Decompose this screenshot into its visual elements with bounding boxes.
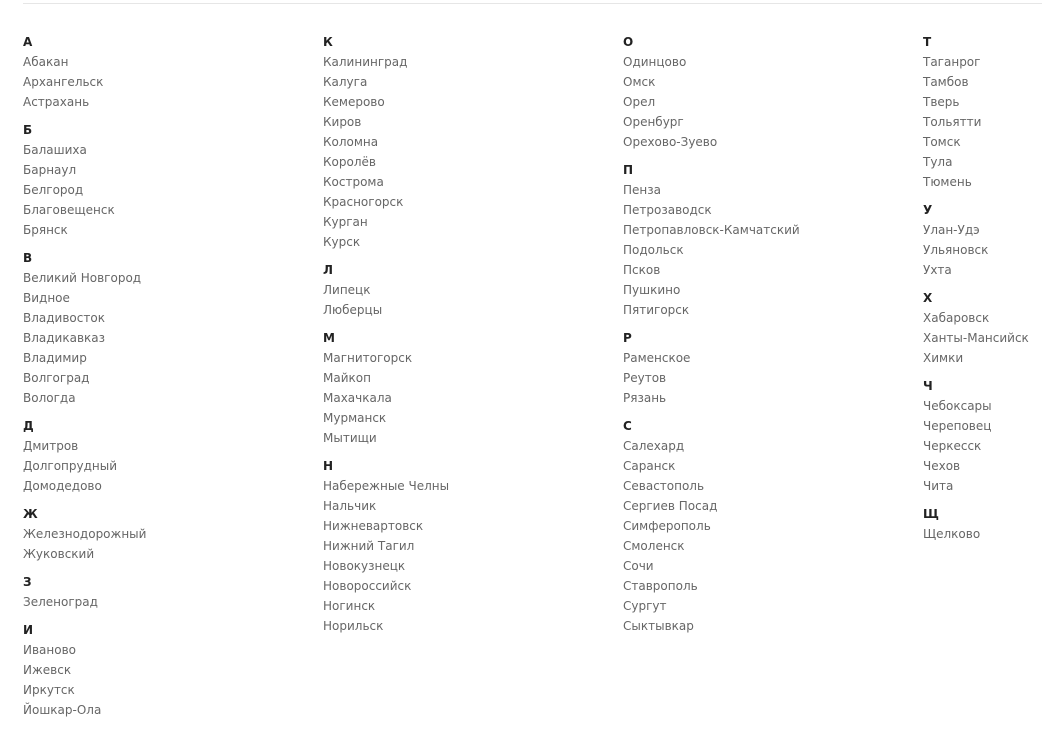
list-item (923, 220, 1042, 240)
list-item (323, 280, 623, 300)
city-column (623, 32, 923, 728)
list-item (23, 160, 323, 180)
list-item (623, 516, 923, 536)
city-list (923, 308, 1042, 368)
city-link[interactable]: Коломна (323, 135, 379, 149)
city-link[interactable]: Чита (923, 479, 954, 493)
letter-group (623, 328, 923, 408)
list-item (923, 476, 1042, 496)
list-item (23, 476, 323, 496)
letter-group (923, 200, 1042, 280)
city-link[interactable]: Пятигорск (623, 303, 690, 317)
letter-heading: Р (623, 331, 632, 345)
letter-group (323, 260, 623, 320)
letter-group (23, 120, 323, 240)
letter-group (923, 504, 1042, 544)
list-item (323, 212, 623, 232)
list-item (323, 388, 623, 408)
list-item (323, 300, 623, 320)
city-link[interactable]: Чебоксары (923, 399, 992, 413)
city-link[interactable]: Зеленоград (23, 595, 98, 609)
list-item (323, 52, 623, 72)
list-item (923, 152, 1042, 172)
city-link[interactable]: Щелково (923, 527, 981, 541)
list-item (23, 660, 323, 680)
list-item (623, 556, 923, 576)
city-index (23, 32, 1042, 728)
city-link[interactable]: Саранск (623, 459, 676, 473)
city-list (323, 476, 623, 636)
city-link[interactable]: Владикавказ (23, 331, 106, 345)
city-list (923, 396, 1042, 496)
city-list (23, 140, 323, 240)
list-item (23, 680, 323, 700)
list-item (623, 132, 923, 152)
list-item (23, 72, 323, 92)
city-link[interactable]: Видное (23, 291, 70, 305)
letter-group (23, 32, 323, 112)
letter-group (623, 32, 923, 152)
letter-heading: Н (323, 459, 334, 473)
city-link[interactable]: Астрахань (23, 95, 90, 109)
city-link[interactable]: Ногинск (323, 599, 376, 613)
city-link[interactable]: Жуковский (23, 547, 95, 561)
list-item (323, 368, 623, 388)
letter-heading: Д (23, 419, 34, 433)
list-item (623, 220, 923, 240)
letter-group (623, 160, 923, 320)
city-link[interactable]: Липецк (323, 283, 371, 297)
list-item (923, 240, 1042, 260)
city-link[interactable]: Магнитогорск (323, 351, 413, 365)
list-item (323, 428, 623, 448)
city-link[interactable]: Мытищи (323, 431, 377, 445)
list-item (623, 436, 923, 456)
letter-heading: Х (923, 291, 933, 305)
city-link[interactable]: Орел (623, 95, 656, 109)
city-link[interactable]: Калининград (323, 55, 408, 69)
city-link[interactable]: Пушкино (623, 283, 681, 297)
city-link[interactable]: Барнаул (23, 163, 77, 177)
list-item (623, 368, 923, 388)
city-list (323, 52, 623, 252)
list-item (23, 368, 323, 388)
letter-group (23, 248, 323, 408)
list-item (323, 348, 623, 368)
letter-group (23, 572, 323, 612)
city-link[interactable]: Владимир (23, 351, 87, 365)
city-link[interactable]: Нижний Тагил (323, 539, 415, 553)
letter-heading: П (623, 163, 634, 177)
letter-group (323, 456, 623, 636)
city-list (923, 52, 1042, 192)
list-item (323, 516, 623, 536)
letter-group (23, 620, 323, 720)
city-list (23, 268, 323, 408)
top-divider (23, 3, 1042, 4)
letter-group (323, 32, 623, 252)
city-link[interactable]: Орехово-Зуево (623, 135, 718, 149)
letter-heading: Ч (923, 379, 933, 393)
list-item (923, 52, 1042, 72)
city-link[interactable]: Новокузнецк (323, 559, 406, 573)
list-item (323, 616, 623, 636)
city-link[interactable]: Тюмень (923, 175, 972, 189)
list-item (23, 700, 323, 720)
city-link[interactable]: Смоленск (623, 539, 685, 553)
city-link[interactable]: Красногорск (323, 195, 404, 209)
city-link[interactable]: Пенза (623, 183, 661, 197)
city-list (23, 592, 323, 612)
list-item (923, 308, 1042, 328)
list-item (623, 260, 923, 280)
city-link[interactable]: Реутов (623, 371, 667, 385)
list-item (623, 348, 923, 368)
city-link[interactable]: Владивосток (23, 311, 105, 325)
city-link[interactable]: Нальчик (323, 499, 377, 513)
letter-heading: Б (23, 123, 33, 137)
list-item (923, 112, 1042, 132)
city-link[interactable]: Абакан (23, 55, 69, 69)
list-item (323, 192, 623, 212)
city-link[interactable]: Петрозаводск (623, 203, 712, 217)
list-item (323, 476, 623, 496)
letter-heading: С (623, 419, 632, 433)
city-link[interactable]: Долгопрудный (23, 459, 118, 473)
letter-heading: О (623, 35, 634, 49)
city-link[interactable]: Ижевск (23, 663, 72, 677)
list-item (623, 200, 923, 220)
city-list (623, 436, 923, 636)
list-item (323, 152, 623, 172)
city-link[interactable]: Майкоп (323, 371, 371, 385)
letter-heading: М (323, 331, 335, 345)
city-link[interactable]: Йошкар-Ола (23, 703, 102, 717)
list-item (623, 456, 923, 476)
list-item (23, 388, 323, 408)
city-link[interactable]: Киров (323, 115, 362, 129)
city-link[interactable]: Архангельск (23, 75, 104, 89)
list-item (923, 172, 1042, 192)
list-item (323, 576, 623, 596)
letter-group (923, 376, 1042, 496)
city-link[interactable]: Салехард (623, 439, 685, 453)
letter-heading: Щ (923, 507, 939, 521)
city-link[interactable]: Домодедово (23, 479, 102, 493)
list-item (323, 172, 623, 192)
list-item (923, 328, 1042, 348)
list-item (323, 232, 623, 252)
letter-heading: К (323, 35, 333, 49)
city-link[interactable]: Ханты-Мансийск (923, 331, 1029, 345)
city-link[interactable]: Севастополь (623, 479, 705, 493)
list-item (623, 476, 923, 496)
city-link[interactable]: Подольск (623, 243, 684, 257)
city-list (323, 348, 623, 448)
letter-group (923, 288, 1042, 368)
city-link[interactable]: Брянск (23, 223, 68, 237)
city-link[interactable]: Нижневартовск (323, 519, 424, 533)
letter-group (23, 416, 323, 496)
letter-heading: Т (923, 35, 932, 49)
city-link[interactable]: Улан-Удэ (923, 223, 980, 237)
city-link[interactable]: Великий Новгород (23, 271, 142, 285)
list-item (23, 640, 323, 660)
city-link[interactable]: Люберцы (323, 303, 383, 317)
list-item (923, 416, 1042, 436)
city-link[interactable]: Одинцово (623, 55, 687, 69)
city-link[interactable]: Курск (323, 235, 361, 249)
letter-heading: Ж (23, 507, 38, 521)
city-link[interactable]: Рязань (623, 391, 667, 405)
city-link[interactable]: Ульяновск (923, 243, 989, 257)
city-link[interactable]: Оренбург (623, 115, 684, 129)
city-link[interactable]: Иркутск (23, 683, 75, 697)
list-item (923, 524, 1042, 544)
list-item (623, 72, 923, 92)
city-link[interactable]: Сочи (623, 559, 654, 573)
city-link[interactable]: Махачкала (323, 391, 392, 405)
city-link[interactable]: Мурманск (323, 411, 387, 425)
list-item (323, 536, 623, 556)
letter-heading: И (23, 623, 34, 637)
city-link[interactable]: Тверь (923, 95, 960, 109)
list-item (923, 92, 1042, 112)
list-item (323, 556, 623, 576)
city-link[interactable]: Сургут (623, 599, 667, 613)
list-item (923, 260, 1042, 280)
city-link[interactable]: Тамбов (923, 75, 969, 89)
list-item (923, 132, 1042, 152)
city-link[interactable]: Омск (623, 75, 656, 89)
list-item (23, 308, 323, 328)
list-item (623, 616, 923, 636)
city-link[interactable]: Кемерово (323, 95, 385, 109)
list-item (923, 72, 1042, 92)
city-link[interactable]: Томск (923, 135, 961, 149)
list-item (323, 92, 623, 112)
city-column (923, 32, 1042, 728)
list-item (623, 300, 923, 320)
city-link[interactable]: Калуга (323, 75, 368, 89)
letter-group (323, 328, 623, 448)
city-link[interactable]: Сергиев Посад (623, 499, 718, 513)
list-item (623, 52, 923, 72)
list-item (623, 280, 923, 300)
city-link[interactable]: Балашиха (23, 143, 87, 157)
city-link[interactable]: Симферополь (623, 519, 711, 533)
city-link[interactable]: Волгоград (23, 371, 90, 385)
list-item (23, 456, 323, 476)
city-link[interactable]: Химки (923, 351, 964, 365)
city-list (923, 524, 1042, 544)
list-item (623, 92, 923, 112)
list-item (23, 180, 323, 200)
city-list (323, 280, 623, 320)
city-link[interactable]: Белгород (23, 183, 84, 197)
city-link[interactable]: Норильск (323, 619, 384, 633)
letter-group (923, 32, 1042, 192)
list-item (23, 524, 323, 544)
city-link[interactable]: Курган (323, 215, 368, 229)
city-list (923, 220, 1042, 280)
list-item (623, 180, 923, 200)
city-column (23, 32, 323, 728)
list-item (323, 112, 623, 132)
list-item (323, 132, 623, 152)
list-item (23, 328, 323, 348)
list-item (623, 240, 923, 260)
city-list (623, 52, 923, 152)
list-item (623, 596, 923, 616)
list-item (623, 576, 923, 596)
city-link[interactable]: Железнодорожный (23, 527, 147, 541)
city-link[interactable]: Набережные Челны (323, 479, 450, 493)
list-item (23, 200, 323, 220)
city-list (623, 348, 923, 408)
letter-heading: Л (323, 263, 333, 277)
list-item (923, 456, 1042, 476)
list-item (23, 436, 323, 456)
city-list (23, 524, 323, 564)
city-link[interactable]: Таганрог (923, 55, 981, 69)
city-link[interactable]: Кострома (323, 175, 384, 189)
list-item (623, 112, 923, 132)
city-link[interactable]: Ставрополь (623, 579, 698, 593)
letter-heading: З (23, 575, 32, 589)
list-item (623, 388, 923, 408)
city-column (323, 32, 623, 728)
city-link[interactable]: Хабаровск (923, 311, 990, 325)
list-item (23, 268, 323, 288)
list-item (323, 496, 623, 516)
city-link[interactable]: Чехов (923, 459, 961, 473)
city-link[interactable]: Ухта (923, 263, 952, 277)
city-link[interactable]: Королёв (323, 155, 376, 169)
city-link[interactable]: Иваново (23, 643, 77, 657)
list-item (23, 288, 323, 308)
city-list (23, 52, 323, 112)
list-item (623, 496, 923, 516)
list-item (23, 140, 323, 160)
letter-group (623, 416, 923, 636)
city-link[interactable]: Дмитров (23, 439, 79, 453)
city-link[interactable]: Петропавловск-Камчатский (623, 223, 800, 237)
list-item (323, 596, 623, 616)
city-link[interactable]: Сыктывкар (623, 619, 694, 633)
list-item (23, 544, 323, 564)
list-item (923, 396, 1042, 416)
letter-heading: А (23, 35, 33, 49)
city-link[interactable]: Череповец (923, 419, 992, 433)
city-link[interactable]: Новороссийск (323, 579, 412, 593)
city-link[interactable]: Вологда (23, 391, 76, 405)
letter-heading: У (923, 203, 933, 217)
list-item (623, 536, 923, 556)
list-item (323, 72, 623, 92)
list-item (23, 592, 323, 612)
list-item (23, 92, 323, 112)
city-link[interactable]: Благовещенск (23, 203, 115, 217)
city-list (23, 640, 323, 720)
list-item (23, 52, 323, 72)
city-link[interactable]: Тула (923, 155, 953, 169)
list-item (23, 348, 323, 368)
city-link[interactable]: Псков (623, 263, 661, 277)
city-list (23, 436, 323, 496)
city-link[interactable]: Черкесск (923, 439, 982, 453)
city-link[interactable]: Тольятти (923, 115, 982, 129)
city-link[interactable]: Раменское (623, 351, 691, 365)
city-list (623, 180, 923, 320)
list-item (323, 408, 623, 428)
list-item (923, 436, 1042, 456)
letter-group (23, 504, 323, 564)
list-item (23, 220, 323, 240)
list-item (923, 348, 1042, 368)
letter-heading: В (23, 251, 33, 265)
